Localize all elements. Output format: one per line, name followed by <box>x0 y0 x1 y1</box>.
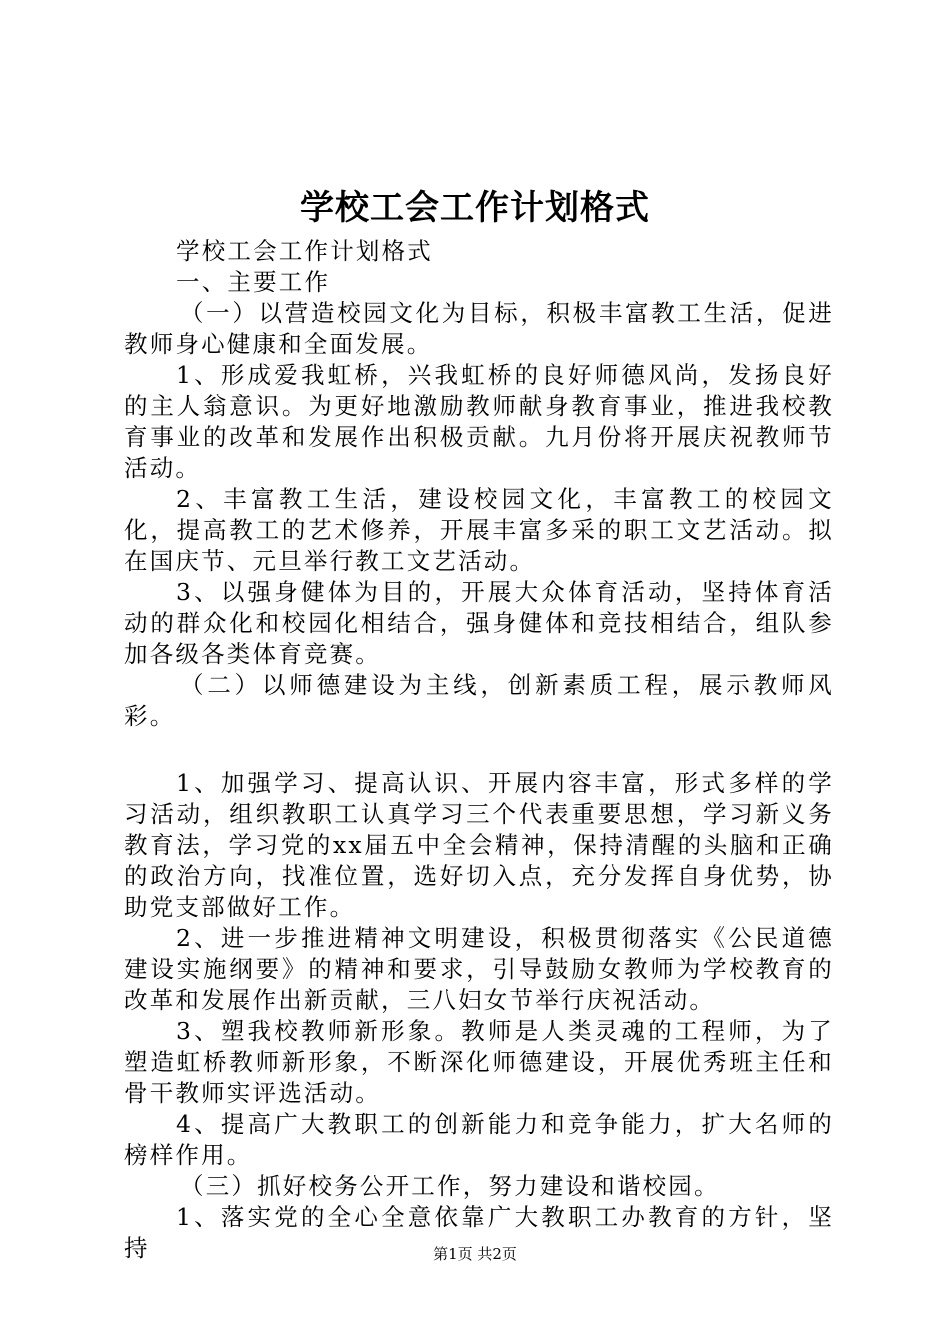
paragraph-item: 1、形成爱我虹桥，兴我虹桥的良好师德风尚，发扬良好的主人翁意识。为更好地激励教师献身教育事业，推进我校教育事业的改革和发展作出积极贡献。九月份将开展庆祝教师节活动。 <box>124 361 834 482</box>
paragraph-section-heading: 一、主要工作 <box>176 268 331 296</box>
paragraph-item: 1、加强学习、提高认识、开展内容丰富，形式多样的学习活动，组织教职工认真学习三个代表重要思想，学习新义务教育法，学习党的xx届五中全会精神，保持清醒的头脑和正确的政治方向，找准位置，选好切入点，充分发挥自身优势，协助党支部做好工作。 <box>124 769 834 921</box>
paragraph-item: 3、塑我校教师新形象。教师是人类灵魂的工程师，为了塑造虹桥教师新形象，不断深化师德建设，开展优秀班主任和骨干教师实评选活动。 <box>124 1017 834 1107</box>
paragraph-item: 4、提高广大教职工的创新能力和竞争能力，扩大名师的榜样作用。 <box>124 1110 834 1169</box>
paragraph-subtitle: 学校工会工作计划格式 <box>176 237 433 265</box>
document-body <box>124 236 834 1264</box>
paragraph-subsection-2: （二）以师德建设为主线，创新素质工程，展示教师风彩。 <box>124 671 834 730</box>
page-number: 第1页 共2页 <box>433 1245 517 1263</box>
paragraph-subsection-3: （三）抓好校务公开工作，努力建设和谐校园。 <box>180 1172 720 1200</box>
paragraph-subsection-1: （一）以营造校园文化为目标，积极丰富教工生活，促进教师身心健康和全面发展。 <box>124 299 834 358</box>
document-title: 学校工会工作计划格式 <box>300 188 650 228</box>
paragraph-item: 3、以强身健体为目的，开展大众体育活动，坚持体育活动的群众化和校园化相结合，强身健体和竞技相结合，组队参加各级各类体育竞赛。 <box>124 578 834 668</box>
paragraph-item: 1、落实党的全心全意依靠广大教职工办教育的方针，坚持 <box>124 1203 834 1262</box>
paragraph-item: 2、进一步推进精神文明建设，积极贯彻落实《公民道德建设实施纲要》的精神和要求，引导鼓励女教师为学校教育的改革和发展作出新贡献，三八妇女节举行庆祝活动。 <box>124 924 834 1014</box>
paragraph-item: 2、丰富教工生活，建设校园文化，丰富教工的校园文化，提高教工的艺术修养，开展丰富多采的职工文艺活动。拟在国庆节、元旦举行教工文艺活动。 <box>124 485 834 575</box>
